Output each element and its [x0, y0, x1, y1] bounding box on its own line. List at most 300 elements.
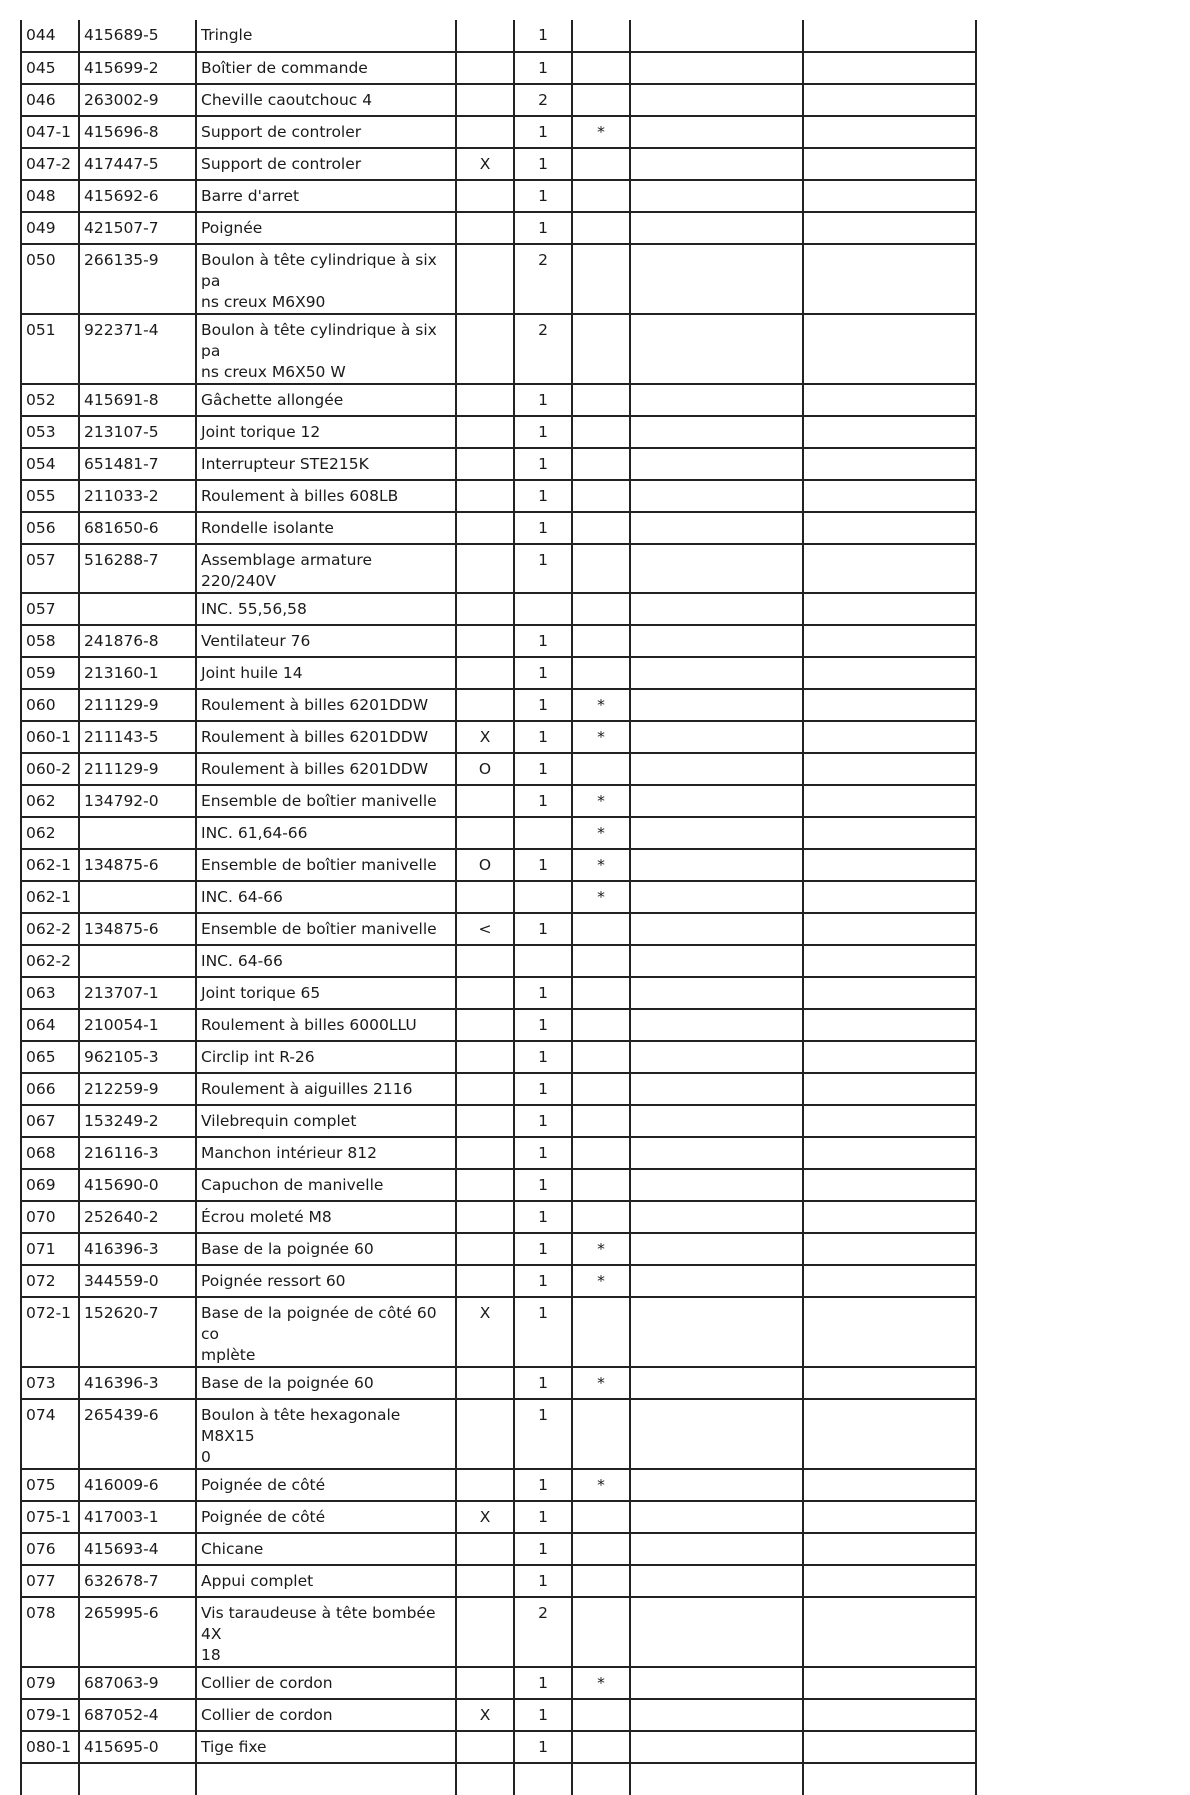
part-reference-cell: 213160-1	[79, 657, 196, 689]
part-reference-cell: 134875-6	[79, 913, 196, 945]
quantity-cell: 1	[514, 212, 572, 244]
item-number-cell: 068	[21, 1137, 79, 1169]
part-reference-cell: 265995-6	[79, 1597, 196, 1667]
empty-cell-1	[630, 116, 803, 148]
table-row	[21, 416, 976, 448]
empty-cell-1	[630, 1009, 803, 1041]
description-cell: Roulement à billes 6201DDW	[196, 689, 456, 721]
table-row	[21, 1201, 976, 1233]
empty-cell-1	[630, 544, 803, 593]
empty-cell-1	[630, 913, 803, 945]
variant-mark-cell: X	[456, 721, 514, 753]
note-mark-cell	[572, 314, 630, 384]
variant-mark-cell: O	[456, 753, 514, 785]
description-cell: Vilebrequin complet	[196, 1105, 456, 1137]
variant-mark-cell: X	[456, 1297, 514, 1367]
note-mark-cell	[572, 1073, 630, 1105]
part-reference-cell: 415699-2	[79, 52, 196, 84]
continuation-cell	[630, 1763, 803, 1795]
part-reference-cell	[79, 817, 196, 849]
part-reference-cell: 134792-0	[79, 785, 196, 817]
table-row	[21, 480, 976, 512]
description-cell: Ensemble de boîtier manivelle	[196, 849, 456, 881]
variant-mark-cell	[456, 116, 514, 148]
empty-cell-1	[630, 212, 803, 244]
empty-cell-2	[803, 753, 976, 785]
quantity-cell: 2	[514, 244, 572, 314]
quantity-cell: 1	[514, 1073, 572, 1105]
continuation-cell	[572, 1763, 630, 1795]
description-cell: Boulon à tête cylindrique à six pa ns creux M6X90	[196, 244, 456, 314]
note-mark-cell	[572, 1009, 630, 1041]
table-row	[21, 244, 976, 314]
empty-cell-1	[630, 52, 803, 84]
item-number-cell: 052	[21, 384, 79, 416]
table-row	[21, 1533, 976, 1565]
variant-mark-cell	[456, 817, 514, 849]
note-mark-cell	[572, 180, 630, 212]
table-row	[21, 849, 976, 881]
description-cell: Base de la poignée de côté 60 co mplète	[196, 1297, 456, 1367]
quantity-cell: 1	[514, 1041, 572, 1073]
variant-mark-cell	[456, 1469, 514, 1501]
item-number-cell: 060	[21, 689, 79, 721]
empty-cell-2	[803, 1137, 976, 1169]
empty-cell-1	[630, 689, 803, 721]
note-mark-cell: *	[572, 689, 630, 721]
table-row	[21, 785, 976, 817]
item-number-cell: 065	[21, 1041, 79, 1073]
table-row	[21, 512, 976, 544]
note-mark-cell	[572, 1597, 630, 1667]
description-cell: Chicane	[196, 1533, 456, 1565]
empty-cell-1	[630, 785, 803, 817]
empty-cell-2	[803, 1731, 976, 1763]
part-reference-cell: 211129-9	[79, 753, 196, 785]
variant-mark-cell	[456, 945, 514, 977]
empty-cell-2	[803, 212, 976, 244]
variant-mark-cell	[456, 1169, 514, 1201]
variant-mark-cell	[456, 212, 514, 244]
item-number-cell: 063	[21, 977, 79, 1009]
empty-cell-2	[803, 881, 976, 913]
part-reference-cell: 210054-1	[79, 1009, 196, 1041]
empty-cell-1	[630, 1137, 803, 1169]
variant-mark-cell: X	[456, 1501, 514, 1533]
variant-mark-cell	[456, 1009, 514, 1041]
quantity-cell: 1	[514, 544, 572, 593]
variant-mark-cell: X	[456, 1699, 514, 1731]
quantity-cell: 1	[514, 1533, 572, 1565]
part-reference-cell: 416009-6	[79, 1469, 196, 1501]
empty-cell-1	[630, 817, 803, 849]
item-number-cell: 057	[21, 593, 79, 625]
item-number-cell: 071	[21, 1233, 79, 1265]
note-mark-cell	[572, 1041, 630, 1073]
empty-cell-2	[803, 657, 976, 689]
note-mark-cell	[572, 1105, 630, 1137]
empty-cell-2	[803, 1667, 976, 1699]
item-number-cell: 054	[21, 448, 79, 480]
table-row	[21, 314, 976, 384]
quantity-cell: 1	[514, 1399, 572, 1469]
empty-cell-1	[630, 1265, 803, 1297]
quantity-cell: 1	[514, 1169, 572, 1201]
note-mark-cell	[572, 625, 630, 657]
quantity-cell: 1	[514, 1009, 572, 1041]
variant-mark-cell: O	[456, 849, 514, 881]
continuation-cell	[514, 1763, 572, 1795]
variant-mark-cell	[456, 1533, 514, 1565]
description-cell: Poignée de côté	[196, 1501, 456, 1533]
table-row	[21, 817, 976, 849]
empty-cell-2	[803, 785, 976, 817]
table-row	[21, 52, 976, 84]
empty-cell-2	[803, 1105, 976, 1137]
part-reference-cell: 415696-8	[79, 116, 196, 148]
item-number-cell: 050	[21, 244, 79, 314]
empty-cell-1	[630, 448, 803, 480]
variant-mark-cell	[456, 314, 514, 384]
table-row	[21, 212, 976, 244]
quantity-cell: 1	[514, 1731, 572, 1763]
quantity-cell: 1	[514, 416, 572, 448]
quantity-cell: 1	[514, 625, 572, 657]
empty-cell-1	[630, 480, 803, 512]
empty-cell-2	[803, 314, 976, 384]
item-number-cell: 072-1	[21, 1297, 79, 1367]
quantity-cell: 2	[514, 1597, 572, 1667]
part-reference-cell: 516288-7	[79, 544, 196, 593]
empty-cell-2	[803, 1399, 976, 1469]
variant-mark-cell	[456, 544, 514, 593]
quantity-cell: 1	[514, 1201, 572, 1233]
note-mark-cell	[572, 1169, 630, 1201]
description-cell: Joint huile 14	[196, 657, 456, 689]
description-cell: Capuchon de manivelle	[196, 1169, 456, 1201]
note-mark-cell: *	[572, 817, 630, 849]
empty-cell-2	[803, 1469, 976, 1501]
empty-cell-2	[803, 52, 976, 84]
note-mark-cell	[572, 1201, 630, 1233]
continuation-cell	[79, 1763, 196, 1795]
quantity-cell	[514, 945, 572, 977]
quantity-cell: 1	[514, 1667, 572, 1699]
item-number-cell: 062-1	[21, 849, 79, 881]
part-reference-cell: 416396-3	[79, 1367, 196, 1399]
empty-cell-2	[803, 1367, 976, 1399]
empty-cell-1	[630, 384, 803, 416]
description-cell: Collier de cordon	[196, 1699, 456, 1731]
part-reference-cell: 241876-8	[79, 625, 196, 657]
description-cell: Barre d'arret	[196, 180, 456, 212]
empty-cell-2	[803, 1597, 976, 1667]
variant-mark-cell	[456, 1105, 514, 1137]
note-mark-cell: *	[572, 1265, 630, 1297]
description-cell: Tige fixe	[196, 1731, 456, 1763]
empty-cell-2	[803, 84, 976, 116]
description-cell: Collier de cordon	[196, 1667, 456, 1699]
empty-cell-1	[630, 1565, 803, 1597]
quantity-cell: 1	[514, 849, 572, 881]
table-row	[21, 1009, 976, 1041]
note-mark-cell	[572, 1137, 630, 1169]
description-cell: Manchon intérieur 812	[196, 1137, 456, 1169]
part-reference-cell: 962105-3	[79, 1041, 196, 1073]
item-number-cell: 051	[21, 314, 79, 384]
variant-mark-cell	[456, 84, 514, 116]
item-number-cell: 060-1	[21, 721, 79, 753]
quantity-cell: 1	[514, 116, 572, 148]
empty-cell-2	[803, 1565, 976, 1597]
quantity-cell: 1	[514, 721, 572, 753]
part-reference-cell: 211033-2	[79, 480, 196, 512]
note-mark-cell	[572, 384, 630, 416]
item-number-cell: 075-1	[21, 1501, 79, 1533]
description-cell: Ventilateur 76	[196, 625, 456, 657]
variant-mark-cell	[456, 689, 514, 721]
empty-cell-1	[630, 1105, 803, 1137]
empty-cell-2	[803, 384, 976, 416]
empty-cell-2	[803, 448, 976, 480]
variant-mark-cell	[456, 416, 514, 448]
part-reference-cell: 252640-2	[79, 1201, 196, 1233]
item-number-cell: 057	[21, 544, 79, 593]
description-cell: Gâchette allongée	[196, 384, 456, 416]
part-reference-cell: 153249-2	[79, 1105, 196, 1137]
quantity-cell	[514, 817, 572, 849]
note-mark-cell: *	[572, 721, 630, 753]
part-reference-cell: 211143-5	[79, 721, 196, 753]
part-reference-cell: 263002-9	[79, 84, 196, 116]
variant-mark-cell	[456, 1565, 514, 1597]
empty-cell-1	[630, 881, 803, 913]
part-reference-cell: 421507-7	[79, 212, 196, 244]
description-cell: Poignée	[196, 212, 456, 244]
empty-cell-1	[630, 945, 803, 977]
item-number-cell: 064	[21, 1009, 79, 1041]
empty-cell-1	[630, 1297, 803, 1367]
empty-cell-1	[630, 148, 803, 180]
quantity-cell: 1	[514, 1367, 572, 1399]
item-number-cell: 077	[21, 1565, 79, 1597]
quantity-cell: 1	[514, 977, 572, 1009]
note-mark-cell: *	[572, 1667, 630, 1699]
note-mark-cell	[572, 480, 630, 512]
part-reference-cell	[79, 945, 196, 977]
empty-cell-1	[630, 416, 803, 448]
part-reference-cell: 651481-7	[79, 448, 196, 480]
description-cell: Rondelle isolante	[196, 512, 456, 544]
quantity-cell: 1	[514, 1105, 572, 1137]
note-mark-cell	[572, 1699, 630, 1731]
variant-mark-cell	[456, 593, 514, 625]
empty-cell-1	[630, 1731, 803, 1763]
table-row	[21, 1399, 976, 1469]
item-number-cell: 049	[21, 212, 79, 244]
item-number-cell: 046	[21, 84, 79, 116]
table-row	[21, 753, 976, 785]
item-number-cell: 062	[21, 785, 79, 817]
table-row	[21, 1233, 976, 1265]
description-cell: Roulement à aiguilles 2116	[196, 1073, 456, 1105]
empty-cell-1	[630, 180, 803, 212]
quantity-cell: 1	[514, 1233, 572, 1265]
quantity-cell: 1	[514, 480, 572, 512]
empty-cell-2	[803, 480, 976, 512]
empty-cell-1	[630, 1169, 803, 1201]
empty-cell-1	[630, 1469, 803, 1501]
note-mark-cell	[572, 753, 630, 785]
empty-cell-2	[803, 945, 976, 977]
continuation-cell	[21, 1763, 79, 1795]
description-cell: Joint torique 12	[196, 416, 456, 448]
empty-cell-2	[803, 544, 976, 593]
empty-cell-1	[630, 1533, 803, 1565]
table-row	[21, 913, 976, 945]
item-number-cell: 044	[21, 20, 79, 52]
description-cell: INC. 61,64-66	[196, 817, 456, 849]
empty-cell-2	[803, 1533, 976, 1565]
table-row	[21, 1265, 976, 1297]
part-reference-cell: 212259-9	[79, 1073, 196, 1105]
description-cell: Poignée de côté	[196, 1469, 456, 1501]
quantity-cell: 1	[514, 1565, 572, 1597]
variant-mark-cell	[456, 977, 514, 1009]
quantity-cell: 1	[514, 1137, 572, 1169]
part-reference-cell: 211129-9	[79, 689, 196, 721]
variant-mark-cell	[456, 625, 514, 657]
note-mark-cell	[572, 512, 630, 544]
note-mark-cell	[572, 1501, 630, 1533]
description-cell: Roulement à billes 608LB	[196, 480, 456, 512]
variant-mark-cell	[456, 1073, 514, 1105]
table-row	[21, 1565, 976, 1597]
empty-cell-2	[803, 689, 976, 721]
empty-cell-2	[803, 593, 976, 625]
empty-cell-2	[803, 913, 976, 945]
description-cell: Joint torique 65	[196, 977, 456, 1009]
variant-mark-cell	[456, 480, 514, 512]
parts-list-table	[20, 20, 977, 1795]
part-reference-cell: 216116-3	[79, 1137, 196, 1169]
description-cell: Base de la poignée 60	[196, 1367, 456, 1399]
variant-mark-cell	[456, 1137, 514, 1169]
item-number-cell: 072	[21, 1265, 79, 1297]
empty-cell-1	[630, 849, 803, 881]
table-row	[21, 689, 976, 721]
item-number-cell: 045	[21, 52, 79, 84]
empty-cell-1	[630, 244, 803, 314]
variant-mark-cell	[456, 1597, 514, 1667]
item-number-cell: 073	[21, 1367, 79, 1399]
item-number-cell: 079	[21, 1667, 79, 1699]
table-row	[21, 945, 976, 977]
item-number-cell: 060-2	[21, 753, 79, 785]
item-number-cell: 074	[21, 1399, 79, 1469]
note-mark-cell	[572, 913, 630, 945]
description-cell: INC. 64-66	[196, 945, 456, 977]
item-number-cell: 066	[21, 1073, 79, 1105]
part-reference-cell: 415695-0	[79, 1731, 196, 1763]
table-row	[21, 180, 976, 212]
empty-cell-2	[803, 512, 976, 544]
note-mark-cell	[572, 212, 630, 244]
empty-cell-1	[630, 1597, 803, 1667]
variant-mark-cell	[456, 512, 514, 544]
variant-mark-cell	[456, 20, 514, 52]
part-reference-cell: 922371-4	[79, 314, 196, 384]
note-mark-cell: *	[572, 1367, 630, 1399]
description-cell: Cheville caoutchouc 4	[196, 84, 456, 116]
table-row	[21, 148, 976, 180]
part-reference-cell: 416396-3	[79, 1233, 196, 1265]
note-mark-cell	[572, 945, 630, 977]
table-row	[21, 84, 976, 116]
description-cell: Support de controler	[196, 148, 456, 180]
note-mark-cell	[572, 1297, 630, 1367]
description-cell: Ensemble de boîtier manivelle	[196, 785, 456, 817]
note-mark-cell	[572, 544, 630, 593]
note-mark-cell	[572, 416, 630, 448]
quantity-cell: 1	[514, 1265, 572, 1297]
part-reference-cell: 265439-6	[79, 1399, 196, 1469]
variant-mark-cell	[456, 1041, 514, 1073]
item-number-cell: 079-1	[21, 1699, 79, 1731]
description-cell: Circlip int R-26	[196, 1041, 456, 1073]
note-mark-cell	[572, 20, 630, 52]
item-number-cell: 058	[21, 625, 79, 657]
note-mark-cell: *	[572, 116, 630, 148]
note-mark-cell: *	[572, 881, 630, 913]
table-row	[21, 1073, 976, 1105]
variant-mark-cell	[456, 448, 514, 480]
item-number-cell: 062	[21, 817, 79, 849]
empty-cell-1	[630, 1501, 803, 1533]
empty-cell-2	[803, 1201, 976, 1233]
empty-cell-2	[803, 1009, 976, 1041]
part-reference-cell: 415693-4	[79, 1533, 196, 1565]
table-row	[21, 1041, 976, 1073]
note-mark-cell	[572, 1399, 630, 1469]
empty-cell-1	[630, 625, 803, 657]
part-reference-cell: 632678-7	[79, 1565, 196, 1597]
item-number-cell: 069	[21, 1169, 79, 1201]
variant-mark-cell	[456, 1233, 514, 1265]
part-reference-cell: 415691-8	[79, 384, 196, 416]
quantity-cell: 1	[514, 1699, 572, 1731]
quantity-cell: 1	[514, 20, 572, 52]
part-reference-cell: 266135-9	[79, 244, 196, 314]
empty-cell-2	[803, 1169, 976, 1201]
part-reference-cell	[79, 881, 196, 913]
empty-cell-1	[630, 593, 803, 625]
empty-cell-1	[630, 1667, 803, 1699]
quantity-cell: 1	[514, 1469, 572, 1501]
table-row	[21, 881, 976, 913]
variant-mark-cell	[456, 384, 514, 416]
part-reference-cell: 344559-0	[79, 1265, 196, 1297]
item-number-cell: 062-2	[21, 945, 79, 977]
empty-cell-2	[803, 20, 976, 52]
quantity-cell: 1	[514, 913, 572, 945]
part-reference-cell	[79, 593, 196, 625]
empty-cell-1	[630, 1699, 803, 1731]
description-cell: Roulement à billes 6201DDW	[196, 721, 456, 753]
continuation-cell	[196, 1763, 456, 1795]
empty-cell-1	[630, 1201, 803, 1233]
empty-cell-1	[630, 1367, 803, 1399]
